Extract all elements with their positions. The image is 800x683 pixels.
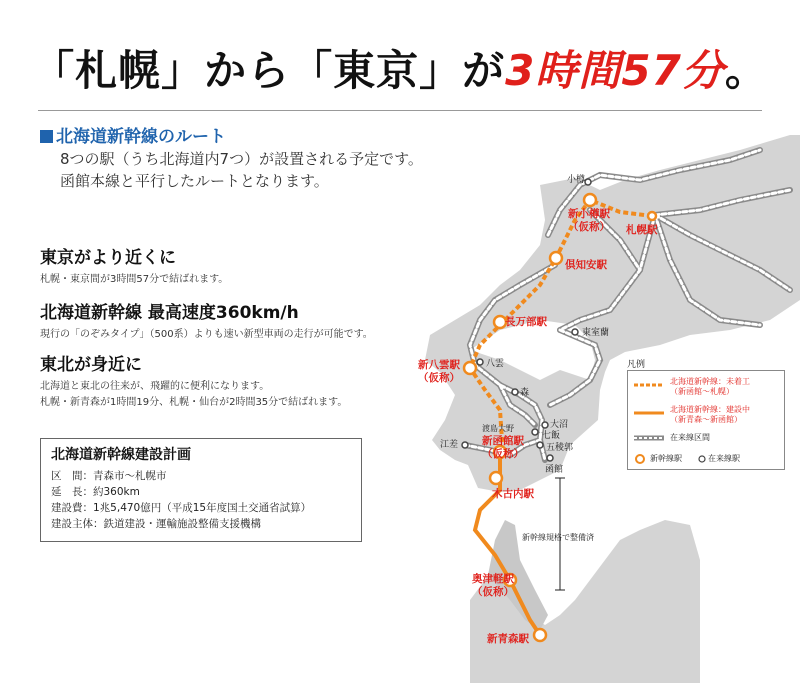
station-sub-okutsugaru: （仮称） xyxy=(472,586,514,598)
legend-item4a: 新幹線駅 xyxy=(650,454,682,463)
legend-solid-icon xyxy=(634,409,664,417)
plan-title: 北海道新幹線建設計画 xyxy=(51,447,191,463)
headline-time: 3時間57分 xyxy=(505,46,725,95)
legend-item1: 北海道新幹線：未着工 （新函館～札幌） xyxy=(670,377,750,396)
station-label-yakumo: 八雲 xyxy=(486,359,505,369)
station-label-hakodate: 函館 xyxy=(545,465,564,475)
station-label-esashi: 江差 xyxy=(440,440,459,450)
station-sub-shinotaru: （仮称） xyxy=(568,221,610,233)
plan-row-section: 区 間：青森市～札幌市 xyxy=(51,470,167,482)
station-label-kutchan: 倶知安駅 xyxy=(565,259,607,271)
square-icon xyxy=(40,130,53,143)
legend-item4b: 在来線駅 xyxy=(708,454,740,463)
feature-text: 現行の「のぞみタイプ」（500系）よりも速い新型車両の走行が可能です。 xyxy=(40,329,373,340)
legend-item2: 北海道新幹線：建設中 （新青森～新函館） xyxy=(670,405,750,424)
station-label-okutsugaru: 奥津軽駅 xyxy=(472,573,514,585)
station-sub-shinyakumo: （仮称） xyxy=(418,372,460,384)
legend-rail-icon xyxy=(634,434,664,442)
feature-text: 北海道と東北の往来が、飛躍的に便利になります。 札幌・新青森が1時間19分、札幌・仙台が2時間35分で結ばれます。 xyxy=(40,381,348,408)
standard-section-label: 新幹線規格で整備済 xyxy=(522,533,594,542)
station-label-higashimuroran: 東室蘭 xyxy=(582,328,610,338)
station-label-shinotaru: 新小樽駅 xyxy=(568,208,610,220)
station-label-mori: 森 xyxy=(520,388,530,398)
feature-heading: 東北が身近に xyxy=(40,355,142,375)
feature-text: 札幌・東京間が3時間57分で結ばれます。 xyxy=(40,274,229,285)
station-label-oshimaono: 渡島大野 xyxy=(482,424,514,433)
feature-heading: 北海道新幹線 最高速度360km/h xyxy=(40,303,299,323)
station-label-onuma: 大沼 xyxy=(550,420,569,430)
plan-row-builder: 建設主体：鉄道建設・運輸施設整備支援機構 xyxy=(51,518,261,530)
plan-row-length: 延 長：約360km xyxy=(51,486,140,498)
station-label-oshamambe: 長万部駅 xyxy=(505,316,547,328)
construction-plan-box xyxy=(40,438,362,542)
station-label-goryokaku: 五稜郭 xyxy=(546,443,574,453)
station-sub-shinhakodate: （仮称） xyxy=(482,448,524,460)
feature-max-speed xyxy=(40,298,373,343)
route-description xyxy=(60,148,423,192)
station-label-shinhakodate: 新函館駅 xyxy=(482,435,524,447)
station-label-otaru: 小樽 xyxy=(567,175,586,185)
station-label-kikonai: 木古内駅 xyxy=(492,488,534,500)
feature-tokyo-closer xyxy=(40,243,228,288)
route-title: 北海道新幹線のルート xyxy=(40,122,226,147)
station-label-shinyakumo: 新八雲駅 xyxy=(418,359,460,371)
route-desc-line1: 8つの駅（うち北海道内7つ）が設置される予定です。 xyxy=(60,150,423,168)
plan-row-cost: 建設費：1兆5,470億円（平成15年度国土交通省試算） xyxy=(51,502,312,514)
legend-dotted-icon xyxy=(634,381,664,389)
feature-tohoku-closer xyxy=(40,350,347,411)
feature-heading: 東京がより近くに xyxy=(40,248,176,268)
legend-station-icon xyxy=(634,453,646,465)
route-desc-line2: 函館本線と平行したルートとなります。 xyxy=(60,172,329,190)
station-label-shinaomori: 新青森駅 xyxy=(487,633,529,645)
legend-title: 凡例 xyxy=(627,360,646,370)
station-label-sapporo: 札幌駅 xyxy=(626,224,658,236)
headline-part1: 「札幌」から「東京」が xyxy=(32,46,506,95)
headline-part3: 。 xyxy=(724,46,768,95)
station-label-nanae: 七飯 xyxy=(542,431,561,441)
legend-conv-station-icon xyxy=(698,455,706,463)
legend xyxy=(627,370,785,470)
legend-item3: 在来線区間 xyxy=(670,433,710,442)
